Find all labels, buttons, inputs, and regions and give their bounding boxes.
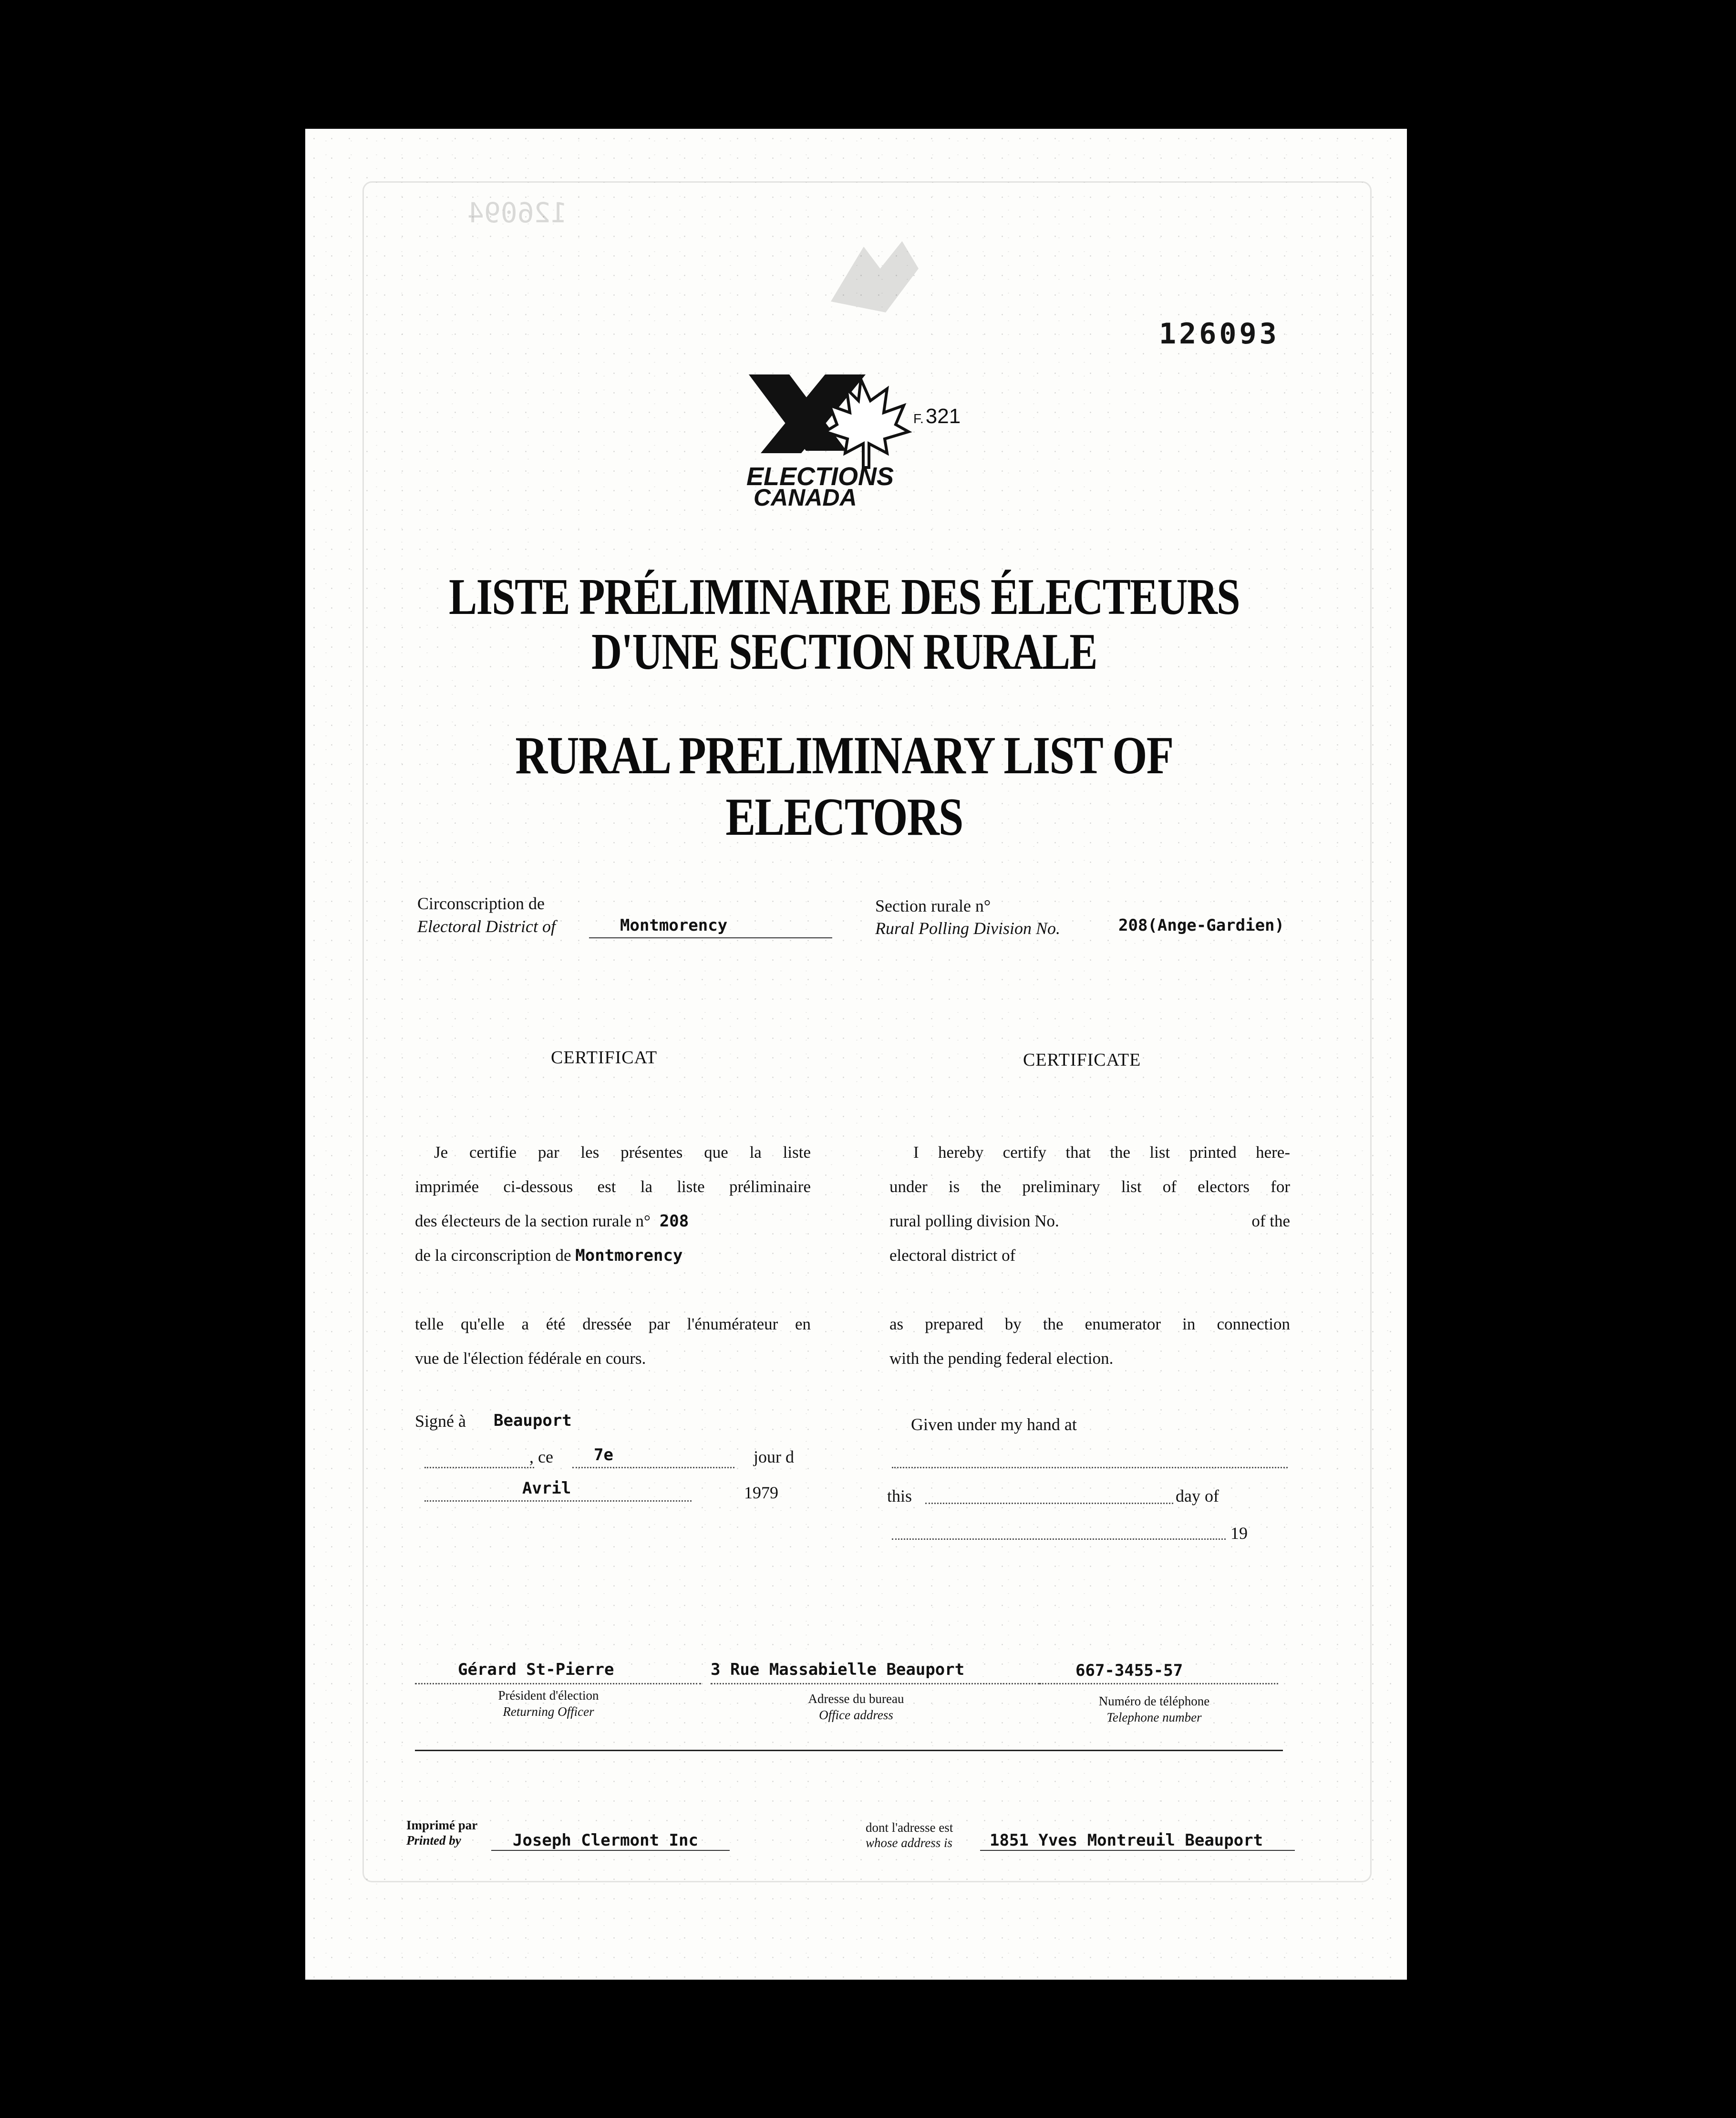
printer-address-label-fr: dont l'adresse est <box>866 1820 953 1835</box>
dotline-en-2 <box>925 1503 1173 1504</box>
address-label-en: Office address <box>819 1707 893 1722</box>
division-label-en-text: Rural Polling Division No. <box>875 919 1061 938</box>
given-label: Given under my hand at <box>911 1415 1077 1434</box>
phone-label-fr: Numéro de téléphone <box>1098 1694 1210 1708</box>
cert-en-line-3 <box>889 1204 1290 1238</box>
printer-address-label <box>866 1820 953 1851</box>
district-value: Montmorency <box>620 916 728 935</box>
serial-number: 126093 <box>1159 317 1280 351</box>
district-label-en <box>417 915 556 938</box>
cert-fr-line-4-text: de la circonscription de <box>415 1246 571 1265</box>
officer-line <box>415 1683 701 1684</box>
telephone-number: 667-3455-57 <box>1075 1661 1183 1680</box>
printer-name: Joseph Clermont Inc <box>513 1831 698 1850</box>
cert-en-heading: CERTIFICATE <box>1023 1050 1141 1070</box>
district-label-en-text: Electoral District of <box>417 917 556 936</box>
printer-address-underline <box>980 1850 1295 1851</box>
officer-name: Gérard St-Pierre <box>458 1660 614 1679</box>
bleed-through-logo <box>811 212 920 322</box>
maple-leaf-x-icon <box>744 360 954 508</box>
signed-place: Beauport <box>494 1411 572 1430</box>
form-number-value: 321 <box>925 405 961 428</box>
address-label-fr: Adresse du bureau <box>808 1692 904 1706</box>
cert-en-line-1: I hereby certify that the list printed here- <box>913 1143 1290 1162</box>
jour-label: jour d <box>754 1447 794 1466</box>
printer-label-fr: Imprimé par <box>406 1818 478 1832</box>
division-value: 208(Ange-Gardien) <box>1118 916 1284 935</box>
signature-divider <box>415 1750 1283 1751</box>
cert-en-line-3b: of the <box>1251 1212 1290 1230</box>
cert-en-line-5: as prepared by the enumerator in connection <box>889 1315 1290 1333</box>
dotline-en-3 <box>892 1538 1226 1540</box>
cert-en-line-6: with the pending federal election. <box>889 1349 1114 1368</box>
cert-en-line-2: under is the preliminary list of electors for <box>889 1177 1290 1196</box>
year-value: 1979 <box>744 1483 778 1502</box>
cert-fr-body <box>415 1135 811 1376</box>
title-fr-line-1: LISTE PRÉLIMINAIRE DES ÉLECTEURS <box>449 569 1240 625</box>
elections-canada-logo <box>744 360 954 508</box>
cert-fr-heading: CERTIFICAT <box>551 1048 658 1068</box>
day-of-label: day of <box>1176 1486 1219 1505</box>
month-value: Avril <box>522 1479 571 1498</box>
ce-label: , ce <box>529 1447 553 1466</box>
cert-fr-line-6: vue de l'élection fédérale en cours. <box>415 1349 646 1368</box>
cert-en-line-4: electoral district of <box>889 1246 1016 1265</box>
day-value: 7e <box>594 1445 613 1464</box>
year-19-label: 19 <box>1230 1524 1248 1543</box>
cert-fr-line-1: Je certifie par les présentes que la liste <box>434 1143 811 1162</box>
dotline-2 <box>572 1467 734 1468</box>
bleed-through-serial: 126094 <box>467 197 568 229</box>
dotline-en-1 <box>892 1467 1288 1468</box>
printer-underline <box>491 1850 730 1851</box>
cert-fr-line-3 <box>415 1204 811 1238</box>
phone-label <box>1049 1693 1259 1726</box>
cert-fr-line-2: imprimée ci-dessous est la liste préliminaire <box>415 1177 811 1196</box>
title-fr-line-2: D'UNE SECTION RURALE <box>591 623 1097 680</box>
dotline-1 <box>424 1467 534 1468</box>
printer-address-label-en: whose address is <box>866 1836 953 1850</box>
officer-label-en: Returning Officer <box>503 1704 594 1719</box>
district-underline <box>589 937 832 938</box>
logo-line-1: ELECTIONS <box>746 462 894 491</box>
address-line <box>711 1683 1040 1684</box>
form-number <box>913 405 961 428</box>
cert-en-body <box>889 1135 1290 1376</box>
cert-fr-line-3-text: des électeurs de la section rurale n° <box>415 1212 651 1230</box>
this-label: this <box>887 1486 912 1505</box>
phone-label-en: Telephone number <box>1106 1710 1202 1724</box>
officer-label-fr: Président d'élection <box>498 1688 599 1703</box>
cert-fr-division-value: 208 <box>659 1212 689 1231</box>
dotline-3 <box>424 1500 692 1502</box>
officer-label <box>444 1688 653 1720</box>
signed-label: Signé à <box>415 1412 466 1431</box>
printer-address: 1851 Yves Montreuil Beauport <box>990 1831 1263 1850</box>
printer-label-en: Printed by <box>406 1833 461 1848</box>
district-label-fr: Circonscription de <box>417 894 545 913</box>
printer-label <box>406 1817 477 1848</box>
title-en: RURAL PRELIMINARY LIST OF ELECTORS <box>515 726 1173 847</box>
cert-en-line-3a: rural polling division No. <box>889 1212 1059 1230</box>
office-address: 3 Rue Massabielle Beauport <box>711 1660 965 1679</box>
cert-fr-district-value: Montmorency <box>575 1246 683 1265</box>
address-label <box>751 1691 961 1723</box>
cert-fr-line-4 <box>415 1238 811 1273</box>
form-number-prefix: F. <box>913 411 924 426</box>
cert-fr-line-5: telle qu'elle a été dressée par l'énumérateur en <box>415 1315 811 1333</box>
logo-line-2: CANADA <box>754 484 857 508</box>
division-label-en <box>875 917 1060 940</box>
phone-line <box>1040 1683 1278 1684</box>
division-label-fr: Section rurale n° <box>875 896 991 915</box>
